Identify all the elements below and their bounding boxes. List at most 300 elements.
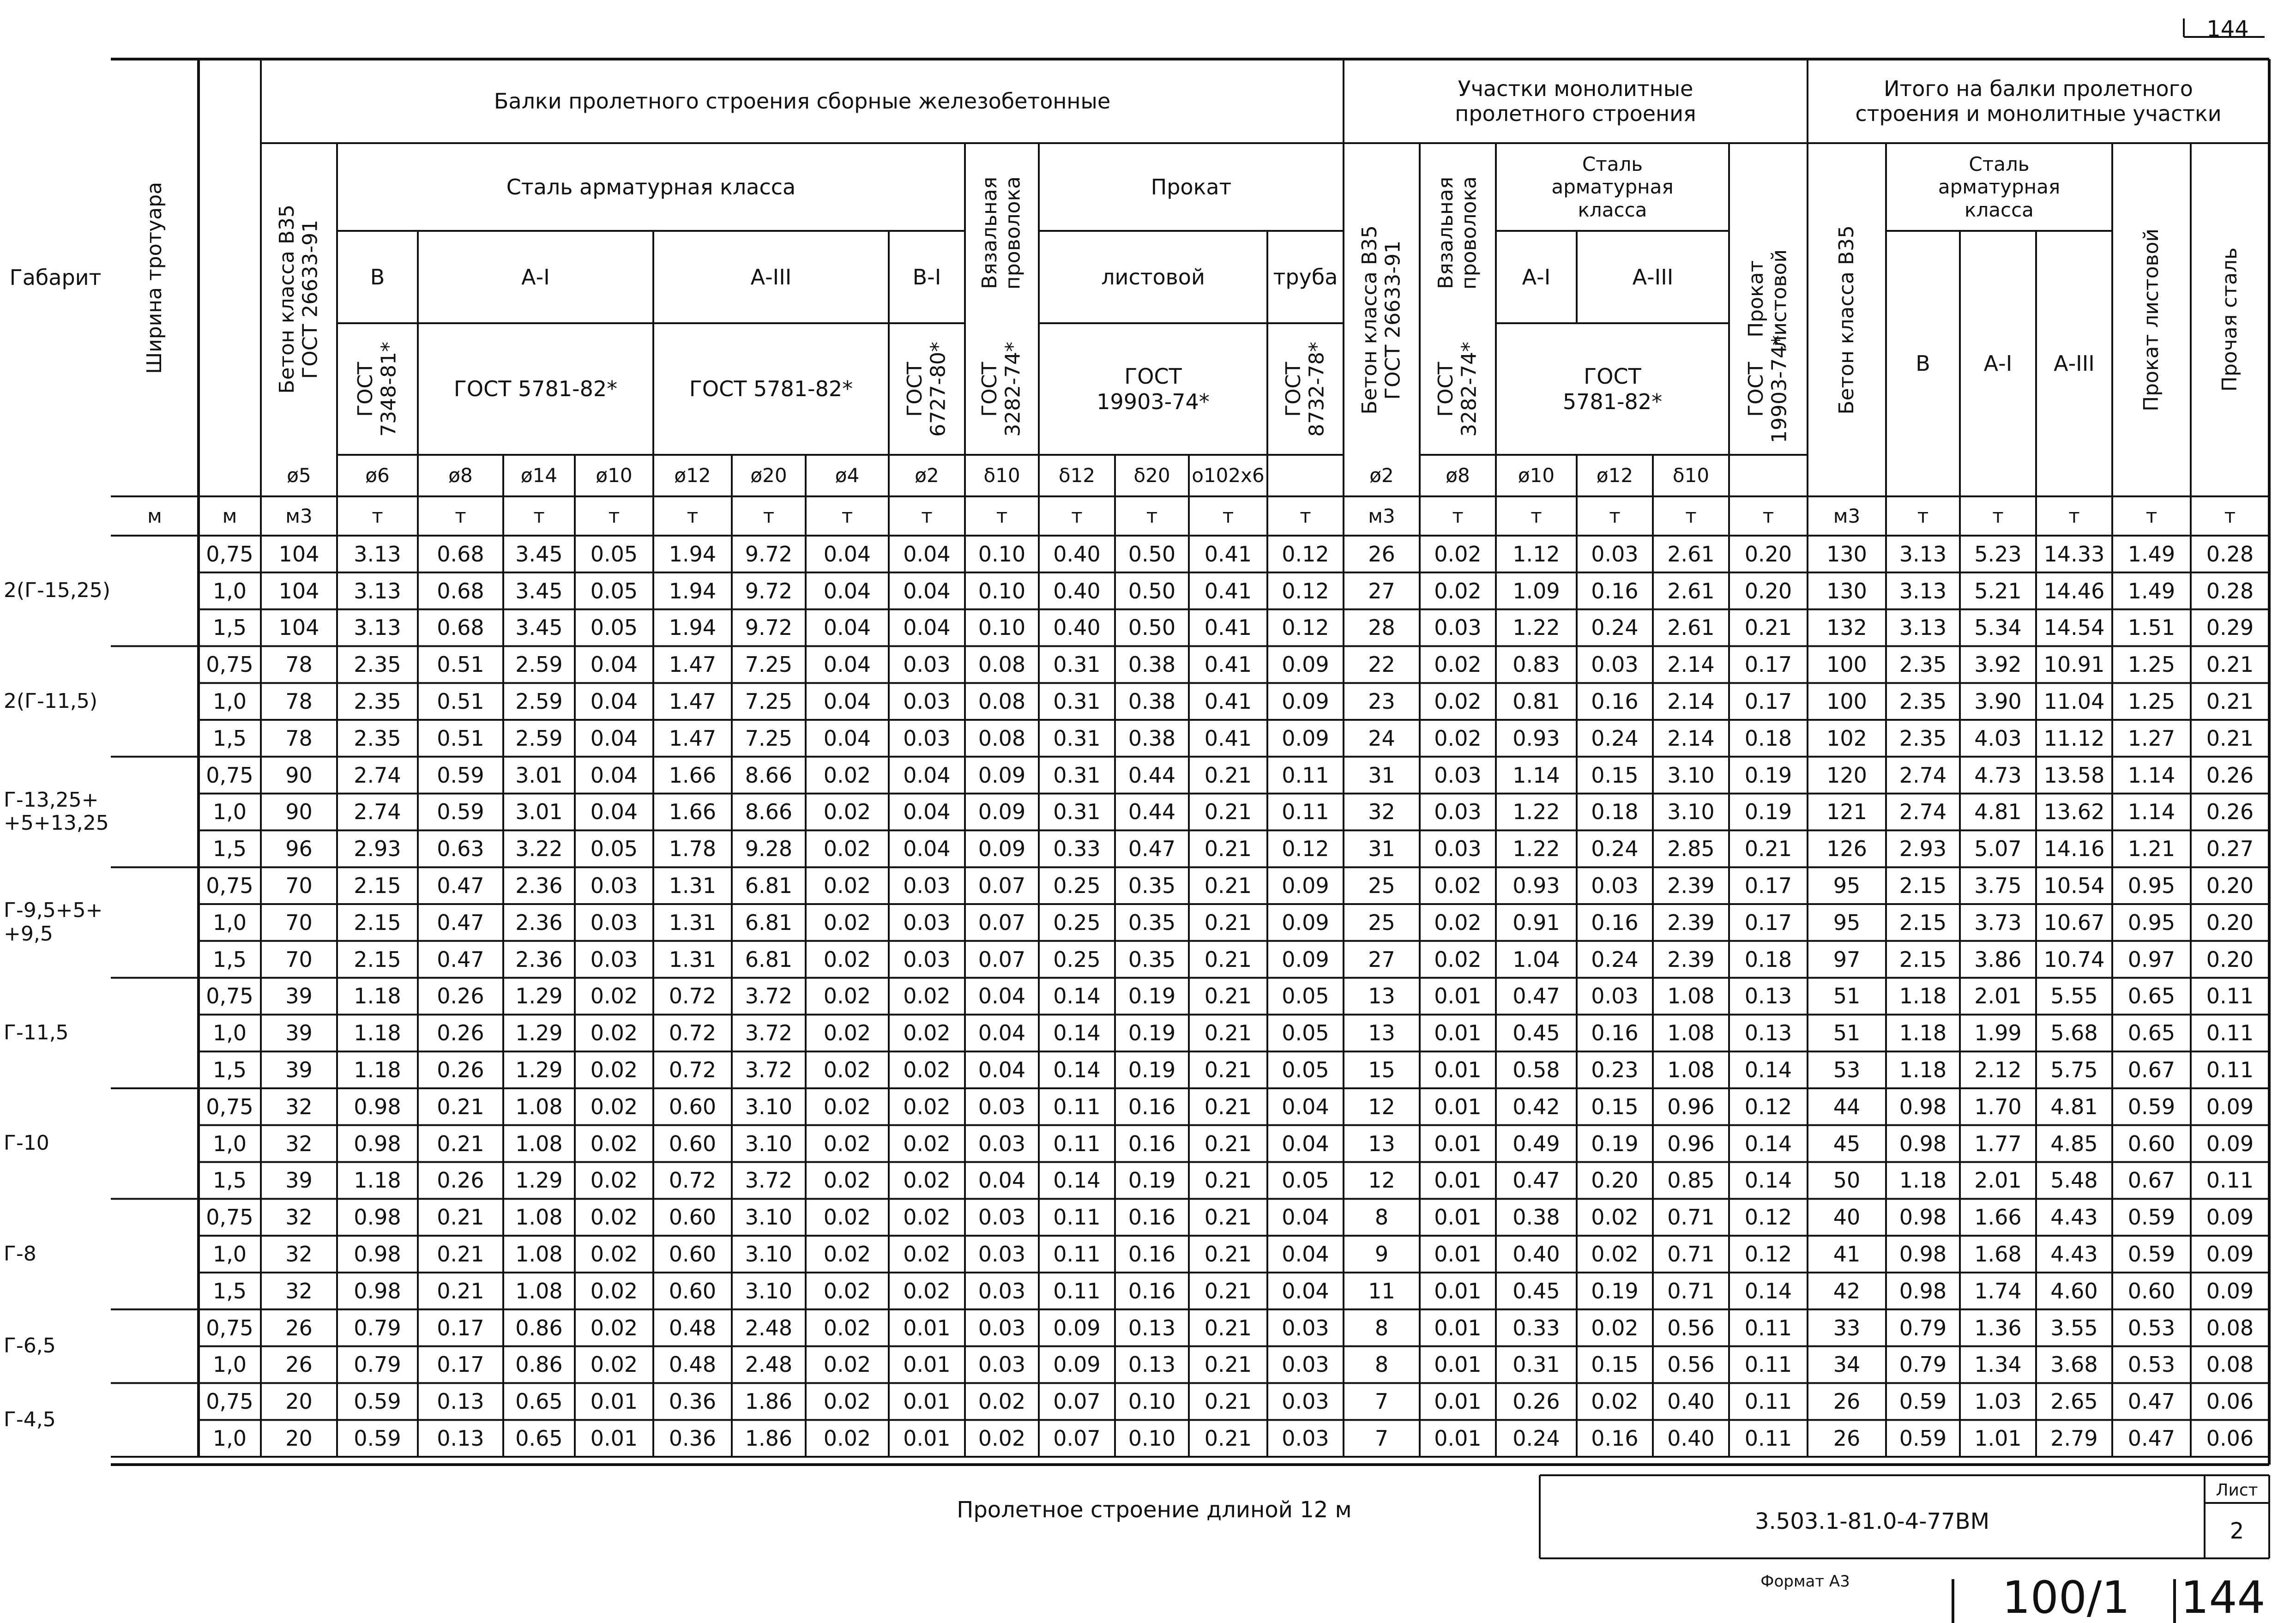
table-cell: 0.02 [1434,873,1482,899]
table-cell: 0.10 [978,541,1026,567]
table-cell: 0.47 [1128,836,1176,862]
table-cell: 0.72 [669,1057,717,1083]
table-cell: 2.36 [515,910,563,935]
sidewalk-width-cell: 1,0 [212,1242,247,1267]
unit-label: м [147,504,162,527]
table-cell: 0.65 [2127,1020,2175,1046]
sidewalk-width-cell: 0,75 [206,1389,253,1414]
table-cell: 3.13 [1899,615,1947,640]
table-cell: 3.01 [515,762,563,788]
table-cell: 5.23 [1974,541,2022,567]
table-cell: 2.61 [1667,541,1715,567]
table-cell: 3.10 [745,1278,793,1303]
table-cell: 2.61 [1667,615,1715,640]
table-cell: 0.15 [1591,762,1639,788]
class-a1-label: А-I [521,264,550,290]
table-cell: 0.09 [1282,910,1329,935]
table-cell: 1.08 [515,1278,563,1303]
table-cell: 0.03 [1434,836,1482,862]
table-cell: 0.12 [1282,578,1329,603]
mono-tie-wire-header-text: Вязальная проволока [1434,176,1481,290]
table-cell: 0.28 [2206,541,2254,567]
total-class-a1-label: А-I [1983,351,2013,376]
table-cell: 0.01 [1434,1315,1482,1340]
table-cell: 0.03 [590,947,638,972]
table-cell: 0.59 [437,762,484,788]
gabarit-label: 2(Г-11,5) [4,689,98,713]
table-cell: 0.02 [823,983,871,1009]
table-cell: 7.25 [745,689,793,714]
mono-gost-3282-label-text: ГОСТ 3282-74* [1434,341,1481,437]
table-cell: 0.47 [437,910,484,935]
table-cell: 0.09 [2206,1205,2254,1230]
table-cell: 26 [1833,1389,1861,1414]
table-cell: 4.60 [2050,1278,2098,1303]
table-cell: 0.02 [1434,541,1482,567]
table-cell: 9.28 [745,836,793,862]
table-cell: 0.13 [1744,1020,1792,1046]
table-cell: 14.16 [2043,836,2105,862]
table-cell: 1.08 [1667,983,1715,1009]
table-cell: 0.04 [903,541,951,567]
unit-label: т [763,504,775,527]
table-cell: 0.05 [1282,1168,1329,1193]
table-cell: 0.03 [1434,762,1482,788]
table-cell: 1.22 [1513,615,1560,640]
unit-label: т [533,504,545,527]
table-cell: 0.24 [1591,615,1639,640]
table-cell: 2.14 [1667,689,1715,714]
table-cell: 0.01 [1434,1242,1482,1267]
table-cell: 2.93 [1899,836,1947,862]
table-cell: 0.21 [1204,1389,1252,1414]
table-cell: 100 [1826,652,1867,677]
table-cell: 70 [285,873,313,899]
table-cell: 26 [285,1315,313,1340]
mono-tie-wire-header [1420,143,1496,323]
mono-gost-5781-label: ГОСТ 5781-82* [1562,364,1663,414]
table-cell: 2.35 [354,725,401,751]
table-cell: 1.94 [669,541,717,567]
table-cell: 0.03 [1282,1315,1329,1340]
table-cell: 0.65 [515,1389,563,1414]
gabarit-label: 2(Г-15,25) [4,579,110,603]
diameter-label: ø10 [1518,464,1555,487]
table-cell: 0.10 [1128,1426,1176,1451]
table-cell: 1.18 [354,1168,401,1193]
table-cell: 0.21 [1204,1352,1252,1377]
table-cell: 1.34 [1974,1352,2022,1377]
table-cell: 9 [1374,1242,1389,1267]
table-cell: 0.21 [437,1094,484,1119]
table-cell: 0.04 [903,615,951,640]
table-cell: 0.56 [1667,1352,1715,1377]
unit-label: т [608,504,620,527]
table-cell: 1.29 [515,983,563,1009]
table-cell: 1.36 [1974,1315,2022,1340]
table-cell: 24 [1368,725,1395,751]
table-cell: 0.38 [1513,1205,1560,1230]
table-cell: 2.48 [745,1315,793,1340]
table-cell: 0.13 [1744,983,1792,1009]
sidewalk-width-cell: 1,5 [212,836,247,862]
table-cell: 0.02 [823,762,871,788]
unit-label: т [455,504,466,527]
table-cell: 1.74 [1974,1278,2022,1303]
mono-class-a1-label: А-I [1522,264,1551,290]
table-cell: 0.11 [1744,1389,1792,1414]
diameter-label: δ10 [1672,464,1710,487]
table-cell: 0.31 [1513,1352,1560,1377]
table-cell: 9.72 [745,615,793,640]
table-cell: 0.41 [1204,689,1252,714]
table-cell: 0.14 [1053,1020,1101,1046]
table-cell: 0.02 [823,1315,871,1340]
table-cell: 0.98 [1899,1278,1947,1303]
sidewalk-width-cell: 0,75 [206,983,253,1009]
table-cell: 0.21 [1204,1426,1252,1451]
table-cell: 2.01 [1974,1168,2022,1193]
table-cell: 0.09 [1282,689,1329,714]
table-cell: 8 [1374,1352,1389,1377]
gost-6727-label-text: ГОСТ 6727-80* [903,341,950,437]
table-cell: 0.50 [1128,578,1176,603]
table-cell: 13.58 [2043,762,2105,788]
table-cell: 0.12 [1282,836,1329,862]
table-cell: 0.09 [1282,947,1329,972]
table-cell: 0.41 [1204,725,1252,751]
table-cell: 0.14 [1053,983,1101,1009]
table-cell: 5.21 [1974,578,2022,603]
table-cell: 0.01 [1434,1057,1482,1083]
table-cell: 15 [1368,1057,1395,1083]
table-cell: 1.66 [669,799,717,825]
table-cell: 1.03 [1974,1389,2022,1414]
table-cell: 0.04 [823,725,871,751]
table-cell: 3.10 [745,1131,793,1156]
table-cell: 32 [285,1131,313,1156]
table-cell: 2.59 [515,689,563,714]
table-cell: 0.03 [1591,541,1639,567]
table-cell: 0.31 [1053,725,1101,751]
table-cell: 23 [1368,689,1395,714]
sidewalk-width-cell: 1,5 [212,615,247,640]
table-cell: 0.44 [1128,762,1176,788]
table-cell: 0.02 [590,1315,638,1340]
table-cell: 13.62 [2043,799,2105,825]
table-cell: 0.24 [1591,947,1639,972]
table-cell: 32 [285,1278,313,1303]
table-cell: 0.40 [1053,541,1101,567]
table-cell: 70 [285,910,313,935]
table-cell: 0.83 [1513,652,1560,677]
table-cell: 1.18 [1899,1168,1947,1193]
table-cell: 0.03 [903,873,951,899]
table-cell: 78 [285,725,313,751]
table-cell: 1.51 [2127,615,2175,640]
table-cell: 10.91 [2043,652,2105,677]
beams-group-header: Балки пролетного строения сборные железобетонные [494,88,1111,114]
table-cell: 0.58 [1513,1057,1560,1083]
table-cell: 3.90 [1974,689,2022,714]
table-cell: 0.79 [1899,1315,1947,1340]
table-cell: 0.47 [437,873,484,899]
table-cell: 121 [1826,799,1867,825]
table-cell: 1.22 [1513,799,1560,825]
span-caption: Пролетное строение длиной 12 м [957,1497,1352,1523]
table-cell: 0.60 [2127,1278,2175,1303]
table-cell: 3.72 [745,1057,793,1083]
table-cell: 0.09 [978,799,1026,825]
table-cell: 31 [1368,762,1395,788]
table-cell: 0.21 [2206,652,2254,677]
unit-label: т [372,504,383,527]
table-cell: 0.44 [1128,799,1176,825]
table-cell: 0.98 [354,1131,401,1156]
table-cell: 0.02 [590,1278,638,1303]
table-cell: 0.02 [903,1020,951,1046]
table-cell: 0.26 [437,1057,484,1083]
table-cell: 2.35 [354,652,401,677]
table-cell: 0.20 [1744,541,1792,567]
total-rebar-class-header: Сталь арматурная класса [1938,152,2061,221]
table-cell: 0.02 [1591,1315,1639,1340]
table-cell: 0.38 [1128,725,1176,751]
table-cell: 0.03 [1282,1352,1329,1377]
table-cell: 3.10 [1667,762,1715,788]
table-cell: 0.03 [978,1352,1026,1377]
table-cell: 33 [1833,1315,1861,1340]
table-cell: 0.63 [437,836,484,862]
class-b1-label: В-I [912,264,941,290]
table-cell: 1.68 [1974,1242,2022,1267]
diameter-label: ø12 [1596,464,1633,487]
table-cell: 0.07 [1053,1389,1101,1414]
table-cell: 3.73 [1974,910,2022,935]
table-cell: 0.24 [1591,725,1639,751]
table-cell: 11.04 [2043,689,2105,714]
table-cell: 6.81 [745,873,793,899]
table-cell: 0.16 [1128,1131,1176,1156]
table-cell: 2.74 [1899,799,1947,825]
table-cell: 0.03 [978,1094,1026,1119]
table-cell: 0.02 [978,1389,1026,1414]
table-cell: 0.59 [2127,1242,2175,1267]
table-cell: 0.98 [1899,1205,1947,1230]
table-cell: 0.48 [669,1315,717,1340]
table-cell: 0.93 [1513,873,1560,899]
table-cell: 0.26 [437,1168,484,1193]
table-cell: 0.68 [437,541,484,567]
table-cell: 1.86 [745,1426,793,1451]
table-cell: 2.74 [354,799,401,825]
table-cell: 0.02 [1434,578,1482,603]
table-cell: 0.03 [903,725,951,751]
table-cell: 1.18 [1899,1020,1947,1046]
table-cell: 0.01 [1434,1131,1482,1156]
table-cell: 0.12 [1744,1242,1792,1267]
table-cell: 2.59 [515,652,563,677]
table-cell: 1.09 [1513,578,1560,603]
table-cell: 0.96 [1667,1131,1715,1156]
table-cell: 0.97 [2127,947,2175,972]
table-cell: 1.99 [1974,1020,2022,1046]
table-cell: 0.71 [1667,1278,1715,1303]
table-cell: 1.47 [669,725,717,751]
table-cell: 0.04 [590,762,638,788]
table-cell: 0.01 [1434,1168,1482,1193]
table-cell: 2.15 [1899,910,1947,935]
table-cell: 12 [1368,1094,1395,1119]
table-cell: 0.02 [823,1426,871,1451]
table-cell: 130 [1826,578,1867,603]
table-cell: 20 [285,1426,313,1451]
sidewalk-width-cell: 1,0 [212,1426,247,1451]
table-cell: 0.02 [590,1094,638,1119]
table-cell: 0.68 [437,578,484,603]
table-cell: 0.03 [1591,873,1639,899]
gost-19903-label: ГОСТ 19903-74* [1097,364,1210,414]
format-label: Формат А3 [1760,1572,1850,1591]
table-cell: 0.60 [669,1205,717,1230]
table-cell: 97 [1833,947,1861,972]
table-cell: 3.13 [354,615,401,640]
mono-class-a3-label: А-III [1632,264,1674,290]
table-cell: 0.20 [1744,578,1792,603]
table-cell: 0.04 [1282,1278,1329,1303]
table-cell: 0.59 [1899,1426,1947,1451]
table-cell: 120 [1826,762,1867,788]
table-cell: 1.12 [1513,541,1560,567]
unit-label: т [1531,504,1542,527]
table-cell: 5.75 [2050,1057,2098,1083]
table-cell: 0.02 [903,983,951,1009]
table-cell: 0.16 [1591,910,1639,935]
sidewalk-width-cell: 1,0 [212,1131,247,1156]
table-cell: 0.02 [903,1168,951,1193]
table-cell: 132 [1826,615,1867,640]
sidewalk-width-cell: 1,0 [212,578,247,603]
table-cell: 3.72 [745,983,793,1009]
table-cell: 0.33 [1513,1315,1560,1340]
table-cell: 0.01 [1434,1426,1482,1451]
table-cell: 0.21 [2206,725,2254,751]
table-cell: 0.21 [1204,1278,1252,1303]
table-cell: 0.01 [1434,1020,1482,1046]
table-cell: 0.09 [2206,1131,2254,1156]
table-cell: 1.18 [354,1020,401,1046]
table-cell: 0.91 [1513,910,1560,935]
table-cell: 126 [1826,836,1867,862]
table-cell: 0.60 [2127,1131,2175,1156]
concrete-header [261,143,337,455]
table-cell: 0.72 [669,1020,717,1046]
table-cell: 0.01 [1434,1205,1482,1230]
table-cell: 0.02 [823,1389,871,1414]
table-cell: 0.07 [978,947,1026,972]
table-cell: 1.01 [1974,1426,2022,1451]
table-cell: 41 [1833,1242,1861,1267]
table-cell: 32 [285,1094,313,1119]
table-cell: 11.12 [2043,725,2105,751]
table-cell: 0.19 [1744,799,1792,825]
table-cell: 0.11 [2206,1020,2254,1046]
table-cell: 0.98 [354,1278,401,1303]
table-cell: 3.22 [515,836,563,862]
table-cell: 0.08 [978,725,1026,751]
unit-label: м3 [1833,504,1861,527]
table-cell: 9.72 [745,541,793,567]
table-cell: 1.77 [1974,1131,2022,1156]
total-concrete-header-text: Бетон класса В35 [1834,225,1858,415]
sidewalk-width-cell: 1,0 [212,1020,247,1046]
table-cell: 0.14 [1744,1168,1792,1193]
table-cell: 45 [1833,1131,1861,1156]
table-cell: 2.15 [354,947,401,972]
table-cell: 0.21 [437,1242,484,1267]
gost-8732-label [1267,323,1344,455]
unit-label: м3 [285,504,313,527]
table-cell: 0.02 [590,1168,638,1193]
table-cell: 0.53 [2127,1352,2175,1377]
sidewalk-width-header-text: Ширина тротуара [142,181,166,374]
unit-label: м [222,504,237,527]
total-other-steel-header-text: Прочая сталь [2218,247,2242,392]
table-cell: 0.93 [1513,725,1560,751]
table-cell: 1.94 [669,578,717,603]
table-cell: 8 [1374,1315,1389,1340]
table-cell: 0.13 [437,1389,484,1414]
table-cell: 1.25 [2127,652,2175,677]
table-cell: 0.86 [515,1315,563,1340]
mono-rebar-class-header: Сталь арматурная класса [1551,152,1674,221]
table-cell: 0.11 [2206,983,2254,1009]
table-cell: 0.17 [1744,873,1792,899]
table-cell: 13 [1368,1020,1395,1046]
table-cell: 130 [1826,541,1867,567]
table-cell: 42 [1833,1278,1861,1303]
table-cell: 10.67 [2043,910,2105,935]
table-cell: 2.59 [515,725,563,751]
table-cell: 25 [1368,873,1395,899]
table-cell: 0.04 [1282,1131,1329,1156]
table-cell: 0.15 [1591,1352,1639,1377]
table-cell: 0.05 [590,578,638,603]
sidewalk-width-cell: 1,5 [212,947,247,972]
table-cell: 0.40 [1513,1242,1560,1267]
table-cell: 1.47 [669,689,717,714]
table-cell: 0.04 [823,652,871,677]
table-cell: 0.27 [2206,836,2254,862]
mono-concrete-header-text: Бетон класса В35 ГОСТ 26633-91 [1357,225,1405,415]
table-cell: 1.29 [515,1057,563,1083]
diameter-label: ø2 [915,464,939,487]
table-cell: 0.02 [1434,910,1482,935]
table-cell: 0.01 [903,1315,951,1340]
table-cell: 3.68 [2050,1352,2098,1377]
table-cell: 27 [1368,947,1395,972]
sidewalk-width-header [111,59,199,496]
table-cell: 0.38 [1128,689,1176,714]
table-cell: 2.61 [1667,578,1715,603]
table-cell: 0.05 [1282,1057,1329,1083]
table-cell: 0.86 [515,1352,563,1377]
table-cell: 5.68 [2050,1020,2098,1046]
table-cell: 0.31 [1053,762,1101,788]
table-cell: 0.21 [1744,615,1792,640]
diameter-label: δ10 [983,464,1020,487]
table-cell: 0.47 [2127,1426,2175,1451]
